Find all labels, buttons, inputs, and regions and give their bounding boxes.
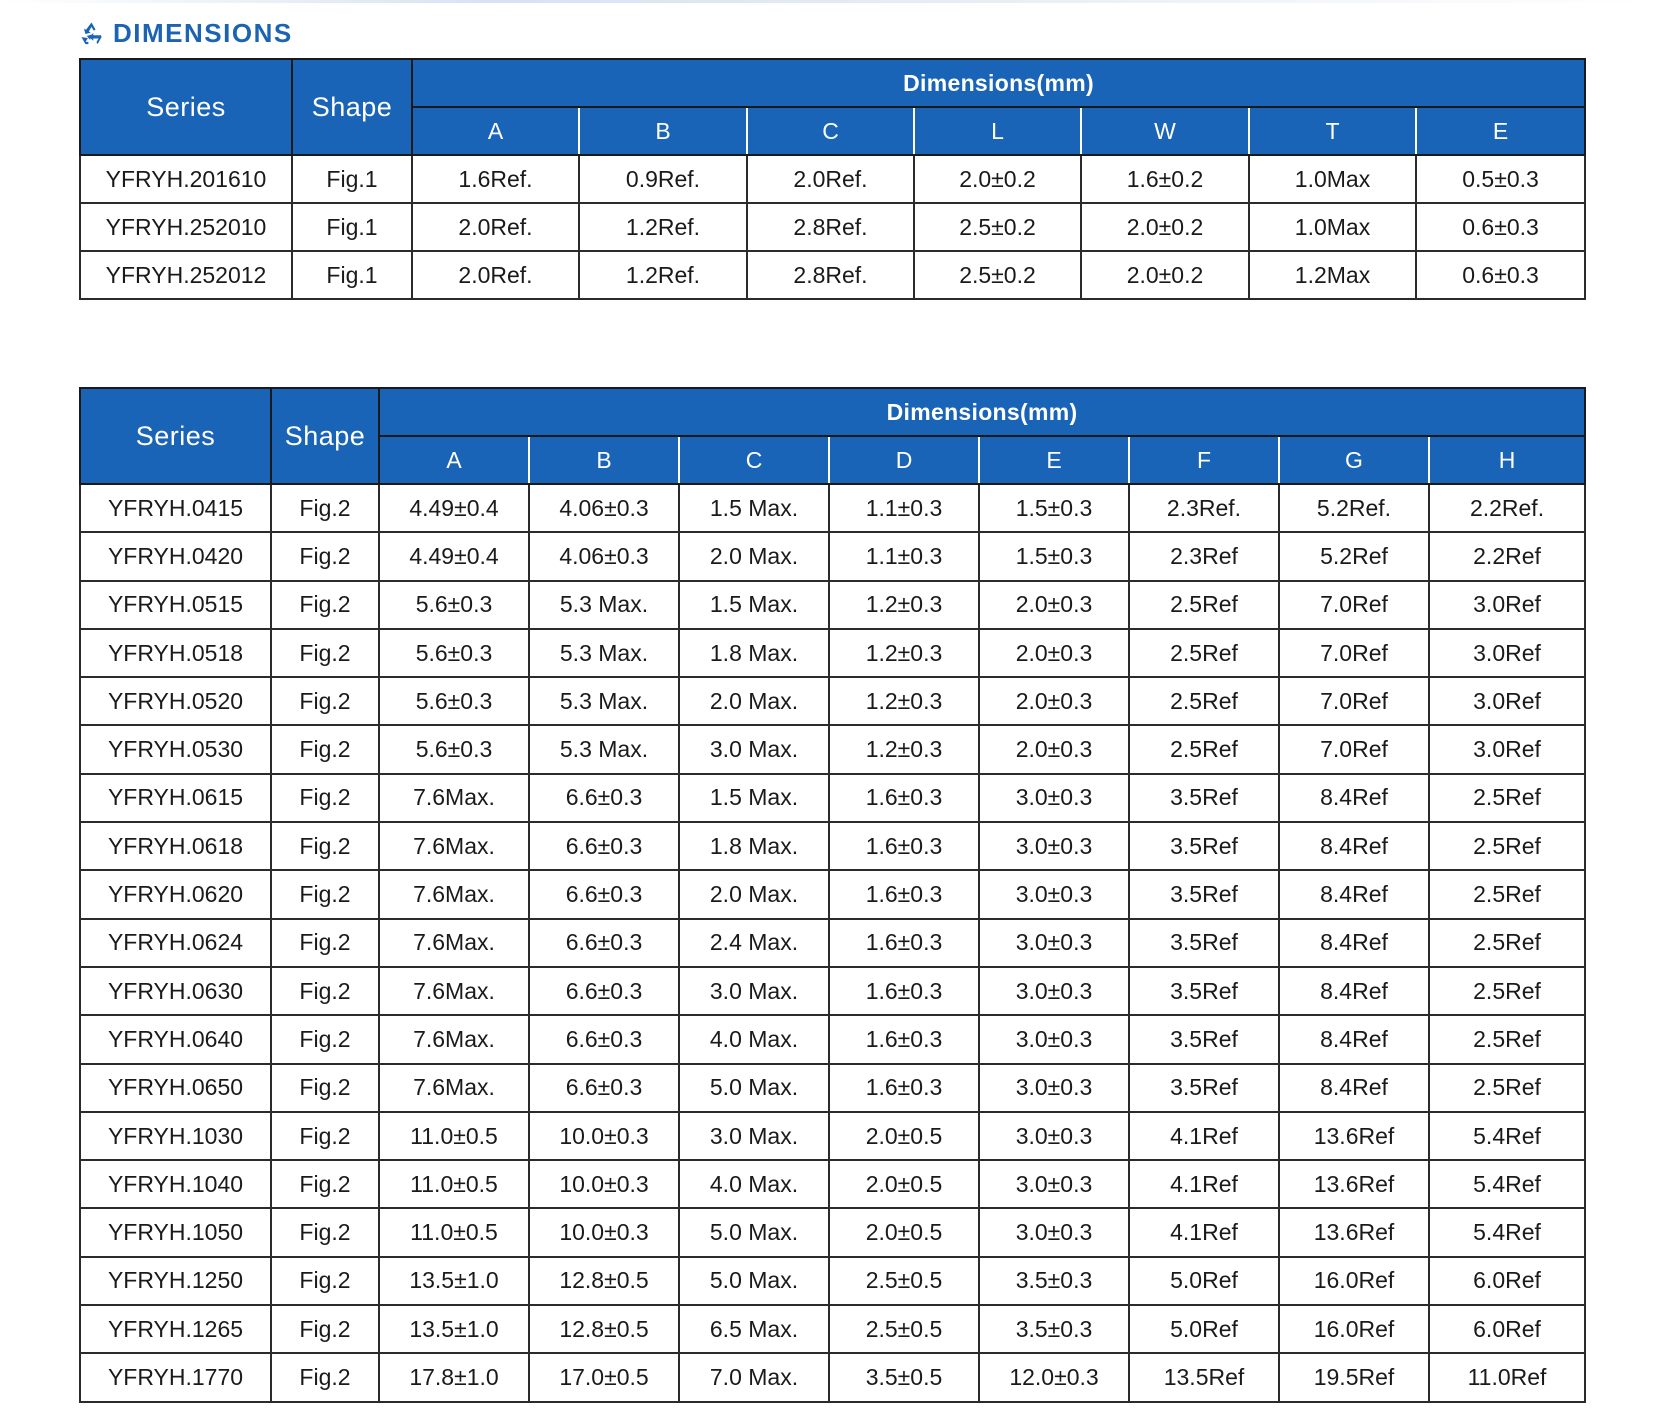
dimension-cell-f: 3.5Ref (1129, 822, 1279, 870)
dimension-cell-a: 5.6±0.3 (379, 629, 529, 677)
shape-cell: Fig.2 (271, 774, 379, 822)
series-cell: YFRYH.1030 (80, 1112, 271, 1160)
dimension-cell-e: 3.0±0.3 (979, 967, 1129, 1015)
shape-cell: Fig.2 (271, 967, 379, 1015)
dimension-cell-f: 5.0Ref (1129, 1305, 1279, 1353)
dimension-cell-f: 3.5Ref (1129, 919, 1279, 967)
dimension-cell-c: 1.8 Max. (679, 629, 829, 677)
dimension-cell-c: 4.0 Max. (679, 1015, 829, 1063)
shape-header: Shape (292, 59, 412, 155)
dimension-cell-c: 1.5 Max. (679, 484, 829, 532)
dimension-cell-a: 5.6±0.3 (379, 677, 529, 725)
dimension-cell-d: 1.6±0.3 (829, 967, 979, 1015)
dimension-cell-h: 3.0Ref (1429, 677, 1585, 725)
dimension-cell-g: 8.4Ref (1279, 822, 1429, 870)
dimension-cell-d: 1.6±0.3 (829, 919, 979, 967)
dimension-cell-a: 1.6Ref. (412, 155, 579, 203)
dimension-cell-c: 1.8 Max. (679, 822, 829, 870)
dimension-cell-h: 2.5Ref (1429, 1015, 1585, 1063)
series-header: Series (80, 59, 292, 155)
series-cell: YFRYH.0515 (80, 581, 271, 629)
dimension-cell-c: 3.0 Max. (679, 725, 829, 773)
dimension-cell-e: 3.0±0.3 (979, 870, 1129, 918)
dimension-cell-a: 11.0±0.5 (379, 1112, 529, 1160)
dimension-cell-a: 7.6Max. (379, 1015, 529, 1063)
dimension-cell-f: 2.3Ref (1129, 532, 1279, 580)
dimension-cell-b: 12.8±0.5 (529, 1305, 679, 1353)
dimension-cell-w: 1.6±0.2 (1081, 155, 1249, 203)
dimension-cell-a: 5.6±0.3 (379, 725, 529, 773)
dimension-cell-d: 1.6±0.3 (829, 1015, 979, 1063)
recycle-icon (78, 20, 105, 47)
section-title-text: DIMENSIONS (113, 17, 293, 48)
column-header-e: E (1416, 107, 1585, 155)
table-row (80, 822, 1585, 870)
table-row (80, 919, 1585, 967)
dimension-cell-h: 5.4Ref (1429, 1208, 1585, 1256)
table-row (80, 484, 1585, 532)
dimension-cell-e: 1.5±0.3 (979, 484, 1129, 532)
dimension-cell-g: 8.4Ref (1279, 1064, 1429, 1112)
dimension-cell-l: 2.5±0.2 (914, 203, 1081, 251)
dimension-cell-e: 1.5±0.3 (979, 532, 1129, 580)
series-cell: YFRYH.1050 (80, 1208, 271, 1256)
table-row (80, 155, 1585, 203)
dimension-cell-c: 5.0 Max. (679, 1064, 829, 1112)
dimension-cell-c: 6.5 Max. (679, 1305, 829, 1353)
dimension-cell-t: 1.2Max (1249, 251, 1416, 299)
dimension-cell-d: 2.5±0.5 (829, 1257, 979, 1305)
dimension-cell-t: 1.0Max (1249, 155, 1416, 203)
shape-cell: Fig.1 (292, 203, 412, 251)
dimension-cell-b: 5.3 Max. (529, 581, 679, 629)
shape-cell: Fig.1 (292, 251, 412, 299)
dimension-cell-e: 2.0±0.3 (979, 677, 1129, 725)
dimension-cell-d: 1.6±0.3 (829, 1064, 979, 1112)
dimension-cell-b: 5.3 Max. (529, 677, 679, 725)
dimension-cell-h: 3.0Ref (1429, 725, 1585, 773)
dimension-cell-b: 4.06±0.3 (529, 484, 679, 532)
dimension-cell-e: 12.0±0.3 (979, 1353, 1129, 1401)
dimension-cell-d: 1.2±0.3 (829, 725, 979, 773)
shape-cell: Fig.2 (271, 581, 379, 629)
table-row (80, 1064, 1585, 1112)
table-row (80, 725, 1585, 773)
table-row (80, 1112, 1585, 1160)
column-header-c: C (747, 107, 914, 155)
dimension-cell-f: 2.5Ref (1129, 725, 1279, 773)
dimension-cell-g: 5.2Ref (1279, 532, 1429, 580)
dimension-cell-h: 2.5Ref (1429, 1064, 1585, 1112)
dimension-cell-e: 3.0±0.3 (979, 774, 1129, 822)
dimension-cell-g: 5.2Ref. (1279, 484, 1429, 532)
dimension-cell-a: 2.0Ref. (412, 251, 579, 299)
column-header-f: F (1129, 436, 1279, 484)
dimension-cell-c: 3.0 Max. (679, 1112, 829, 1160)
dimensions-table-fig1 (79, 58, 1586, 300)
dimension-cell-c: 2.4 Max. (679, 919, 829, 967)
dimension-cell-f: 2.5Ref (1129, 677, 1279, 725)
series-cell: YFRYH.1250 (80, 1257, 271, 1305)
dimension-cell-t: 1.0Max (1249, 203, 1416, 251)
dimension-cell-d: 1.1±0.3 (829, 532, 979, 580)
section-title (78, 16, 293, 50)
dimension-cell-f: 3.5Ref (1129, 967, 1279, 1015)
dimension-cell-h: 6.0Ref (1429, 1257, 1585, 1305)
dimension-cell-h: 5.4Ref (1429, 1112, 1585, 1160)
dimension-cell-e: 0.5±0.3 (1416, 155, 1585, 203)
dimension-cell-d: 1.6±0.3 (829, 870, 979, 918)
dimension-cell-e: 3.5±0.3 (979, 1305, 1129, 1353)
dimension-cell-b: 10.0±0.3 (529, 1160, 679, 1208)
dimension-cell-c: 2.0 Max. (679, 677, 829, 725)
dimension-cell-e: 2.0±0.3 (979, 725, 1129, 773)
shape-cell: Fig.2 (271, 1353, 379, 1401)
dimension-cell-w: 2.0±0.2 (1081, 251, 1249, 299)
column-header-c: C (679, 436, 829, 484)
column-header-d: D (829, 436, 979, 484)
table-row (80, 1160, 1585, 1208)
dimension-cell-h: 5.4Ref (1429, 1160, 1585, 1208)
dimension-cell-w: 2.0±0.2 (1081, 203, 1249, 251)
table-row (80, 870, 1585, 918)
dimension-cell-g: 7.0Ref (1279, 677, 1429, 725)
shape-cell: Fig.2 (271, 822, 379, 870)
dimension-cell-a: 13.5±1.0 (379, 1257, 529, 1305)
shape-cell: Fig.1 (292, 155, 412, 203)
dimension-cell-g: 8.4Ref (1279, 919, 1429, 967)
table-row (80, 532, 1585, 580)
dimension-cell-d: 2.5±0.5 (829, 1305, 979, 1353)
table-row (80, 251, 1585, 299)
dimension-cell-h: 2.5Ref (1429, 774, 1585, 822)
dimension-cell-d: 3.5±0.5 (829, 1353, 979, 1401)
dimension-cell-c: 2.0Ref. (747, 155, 914, 203)
column-header-b: B (579, 107, 747, 155)
dimension-cell-b: 17.0±0.5 (529, 1353, 679, 1401)
shape-header: Shape (271, 388, 379, 484)
dimension-cell-b: 6.6±0.3 (529, 919, 679, 967)
dimension-cell-d: 2.0±0.5 (829, 1160, 979, 1208)
dimension-cell-g: 13.6Ref (1279, 1208, 1429, 1256)
dimension-cell-c: 4.0 Max. (679, 1160, 829, 1208)
table-row (80, 629, 1585, 677)
dimension-cell-b: 10.0±0.3 (529, 1208, 679, 1256)
dimension-cell-b: 4.06±0.3 (529, 532, 679, 580)
shape-cell: Fig.2 (271, 725, 379, 773)
column-header-g: G (1279, 436, 1429, 484)
dimension-cell-d: 1.6±0.3 (829, 774, 979, 822)
table-row (80, 1208, 1585, 1256)
dimension-cell-h: 6.0Ref (1429, 1305, 1585, 1353)
series-cell: YFRYH.252010 (80, 203, 292, 251)
shape-cell: Fig.2 (271, 484, 379, 532)
series-cell: YFRYH.0518 (80, 629, 271, 677)
shape-cell: Fig.2 (271, 1112, 379, 1160)
series-cell: YFRYH.201610 (80, 155, 292, 203)
dimension-cell-d: 1.1±0.3 (829, 484, 979, 532)
series-cell: YFRYH.252012 (80, 251, 292, 299)
dimension-cell-c: 2.8Ref. (747, 203, 914, 251)
series-cell: YFRYH.0420 (80, 532, 271, 580)
dimension-cell-c: 3.0 Max. (679, 967, 829, 1015)
dimension-cell-f: 3.5Ref (1129, 1064, 1279, 1112)
shape-cell: Fig.2 (271, 870, 379, 918)
dimension-cell-b: 1.2Ref. (579, 251, 747, 299)
dimension-cell-f: 4.1Ref (1129, 1112, 1279, 1160)
dimension-cell-d: 2.0±0.5 (829, 1112, 979, 1160)
dimension-cell-f: 4.1Ref (1129, 1208, 1279, 1256)
dimension-cell-d: 1.2±0.3 (829, 581, 979, 629)
dimension-cell-f: 5.0Ref (1129, 1257, 1279, 1305)
dimension-cell-g: 8.4Ref (1279, 870, 1429, 918)
table-row (80, 1305, 1585, 1353)
dimension-cell-c: 2.0 Max. (679, 532, 829, 580)
table-row (80, 1015, 1585, 1063)
dimension-cell-e: 3.0±0.3 (979, 1208, 1129, 1256)
dimension-cell-g: 19.5Ref (1279, 1353, 1429, 1401)
series-cell: YFRYH.1265 (80, 1305, 271, 1353)
dimension-cell-h: 2.5Ref (1429, 919, 1585, 967)
dimension-cell-f: 4.1Ref (1129, 1160, 1279, 1208)
series-cell: YFRYH.0618 (80, 822, 271, 870)
series-cell: YFRYH.0415 (80, 484, 271, 532)
dimension-cell-g: 7.0Ref (1279, 629, 1429, 677)
series-cell: YFRYH.0530 (80, 725, 271, 773)
shape-cell: Fig.2 (271, 1208, 379, 1256)
dimension-cell-a: 11.0±0.5 (379, 1208, 529, 1256)
dimension-cell-a: 5.6±0.3 (379, 581, 529, 629)
dimension-cell-a: 11.0±0.5 (379, 1160, 529, 1208)
dimension-cell-f: 2.3Ref. (1129, 484, 1279, 532)
column-header-a: A (412, 107, 579, 155)
dimension-cell-f: 3.5Ref (1129, 774, 1279, 822)
dimension-cell-f: 13.5Ref (1129, 1353, 1279, 1401)
dimension-cell-b: 0.9Ref. (579, 155, 747, 203)
dimension-cell-l: 2.5±0.2 (914, 251, 1081, 299)
dimension-cell-b: 6.6±0.3 (529, 1064, 679, 1112)
dimension-cell-b: 6.6±0.3 (529, 774, 679, 822)
dimension-cell-g: 13.6Ref (1279, 1160, 1429, 1208)
series-cell: YFRYH.0520 (80, 677, 271, 725)
dimension-cell-f: 3.5Ref (1129, 870, 1279, 918)
dimension-cell-c: 7.0 Max. (679, 1353, 829, 1401)
dimension-cell-d: 1.2±0.3 (829, 629, 979, 677)
dimension-cell-c: 1.5 Max. (679, 581, 829, 629)
dimension-cell-b: 12.8±0.5 (529, 1257, 679, 1305)
dimension-cell-b: 6.6±0.3 (529, 967, 679, 1015)
dimension-cell-c: 1.5 Max. (679, 774, 829, 822)
dimension-cell-e: 0.6±0.3 (1416, 251, 1585, 299)
shape-cell: Fig.2 (271, 919, 379, 967)
dimension-cell-g: 8.4Ref (1279, 1015, 1429, 1063)
dimension-cell-c: 5.0 Max. (679, 1257, 829, 1305)
dimension-cell-d: 1.6±0.3 (829, 822, 979, 870)
shape-cell: Fig.2 (271, 629, 379, 677)
dimension-cell-h: 2.2Ref. (1429, 484, 1585, 532)
dimension-cell-b: 5.3 Max. (529, 725, 679, 773)
dimension-cell-e: 3.0±0.3 (979, 919, 1129, 967)
dimension-cell-a: 4.49±0.4 (379, 484, 529, 532)
dimension-cell-f: 3.5Ref (1129, 1015, 1279, 1063)
dimension-cell-g: 8.4Ref (1279, 774, 1429, 822)
series-cell: YFRYH.0640 (80, 1015, 271, 1063)
dimension-cell-b: 6.6±0.3 (529, 822, 679, 870)
dimension-cell-a: 7.6Max. (379, 774, 529, 822)
dimension-cell-a: 7.6Max. (379, 1064, 529, 1112)
dimension-cell-d: 1.2±0.3 (829, 677, 979, 725)
series-cell: YFRYH.0615 (80, 774, 271, 822)
dimension-cell-g: 8.4Ref (1279, 967, 1429, 1015)
dimension-cell-e: 3.0±0.3 (979, 1160, 1129, 1208)
shape-cell: Fig.2 (271, 1257, 379, 1305)
dimensions-table-fig2 (79, 387, 1586, 1403)
dimension-cell-f: 2.5Ref (1129, 581, 1279, 629)
dimension-cell-b: 6.6±0.3 (529, 1015, 679, 1063)
dimension-cell-c: 5.0 Max. (679, 1208, 829, 1256)
column-header-w: W (1081, 107, 1249, 155)
dimension-cell-h: 2.5Ref (1429, 822, 1585, 870)
dimension-cell-h: 3.0Ref (1429, 629, 1585, 677)
dimension-cell-f: 2.5Ref (1129, 629, 1279, 677)
shape-cell: Fig.2 (271, 1015, 379, 1063)
column-header-b: B (529, 436, 679, 484)
dimension-cell-e: 3.5±0.3 (979, 1257, 1129, 1305)
dimension-cell-h: 2.5Ref (1429, 870, 1585, 918)
series-cell: YFRYH.0630 (80, 967, 271, 1015)
series-cell: YFRYH.1770 (80, 1353, 271, 1401)
dimensions-header: Dimensions(mm) (412, 59, 1585, 107)
table-row (80, 581, 1585, 629)
shape-cell: Fig.2 (271, 1160, 379, 1208)
dimension-cell-a: 7.6Max. (379, 967, 529, 1015)
dimension-cell-e: 0.6±0.3 (1416, 203, 1585, 251)
series-cell: YFRYH.1040 (80, 1160, 271, 1208)
dimension-cell-a: 7.6Max. (379, 919, 529, 967)
column-header-l: L (914, 107, 1081, 155)
dimension-cell-g: 16.0Ref (1279, 1305, 1429, 1353)
dimension-cell-g: 16.0Ref (1279, 1257, 1429, 1305)
series-cell: YFRYH.0620 (80, 870, 271, 918)
table-row (80, 1353, 1585, 1401)
dimension-cell-a: 13.5±1.0 (379, 1305, 529, 1353)
dimension-cell-h: 11.0Ref (1429, 1353, 1585, 1401)
dimension-cell-c: 2.8Ref. (747, 251, 914, 299)
series-cell: YFRYH.0624 (80, 919, 271, 967)
table-row (80, 967, 1585, 1015)
dimension-cell-a: 2.0Ref. (412, 203, 579, 251)
dimension-cell-h: 3.0Ref (1429, 581, 1585, 629)
dimension-cell-a: 4.49±0.4 (379, 532, 529, 580)
table-row (80, 774, 1585, 822)
dimension-cell-e: 3.0±0.3 (979, 1064, 1129, 1112)
dimension-cell-b: 10.0±0.3 (529, 1112, 679, 1160)
dimension-cell-b: 6.6±0.3 (529, 870, 679, 918)
column-header-h: H (1429, 436, 1585, 484)
dimension-cell-e: 3.0±0.3 (979, 822, 1129, 870)
shape-cell: Fig.2 (271, 1305, 379, 1353)
dimension-cell-c: 2.0 Max. (679, 870, 829, 918)
dimension-cell-l: 2.0±0.2 (914, 155, 1081, 203)
dimension-cell-a: 17.8±1.0 (379, 1353, 529, 1401)
column-header-e: E (979, 436, 1129, 484)
column-header-a: A (379, 436, 529, 484)
dimension-cell-e: 2.0±0.3 (979, 629, 1129, 677)
dimension-cell-e: 3.0±0.3 (979, 1112, 1129, 1160)
column-header-t: T (1249, 107, 1416, 155)
dimension-cell-h: 2.5Ref (1429, 967, 1585, 1015)
dimension-cell-b: 5.3 Max. (529, 629, 679, 677)
dimension-cell-d: 2.0±0.5 (829, 1208, 979, 1256)
dimension-cell-e: 3.0±0.3 (979, 1015, 1129, 1063)
table-row (80, 1257, 1585, 1305)
shape-cell: Fig.2 (271, 532, 379, 580)
table-row (80, 677, 1585, 725)
table-row (80, 203, 1585, 251)
dimension-cell-g: 7.0Ref (1279, 725, 1429, 773)
series-header: Series (80, 388, 271, 484)
dimension-cell-a: 7.6Max. (379, 822, 529, 870)
dimension-cell-g: 13.6Ref (1279, 1112, 1429, 1160)
dimension-cell-a: 7.6Max. (379, 870, 529, 918)
series-cell: YFRYH.0650 (80, 1064, 271, 1112)
dimension-cell-g: 7.0Ref (1279, 581, 1429, 629)
top-divider-line (0, 0, 1654, 3)
dimension-cell-h: 2.2Ref (1429, 532, 1585, 580)
dimension-cell-e: 2.0±0.3 (979, 581, 1129, 629)
shape-cell: Fig.2 (271, 1064, 379, 1112)
shape-cell: Fig.2 (271, 677, 379, 725)
dimension-cell-b: 1.2Ref. (579, 203, 747, 251)
dimensions-header: Dimensions(mm) (379, 388, 1585, 436)
